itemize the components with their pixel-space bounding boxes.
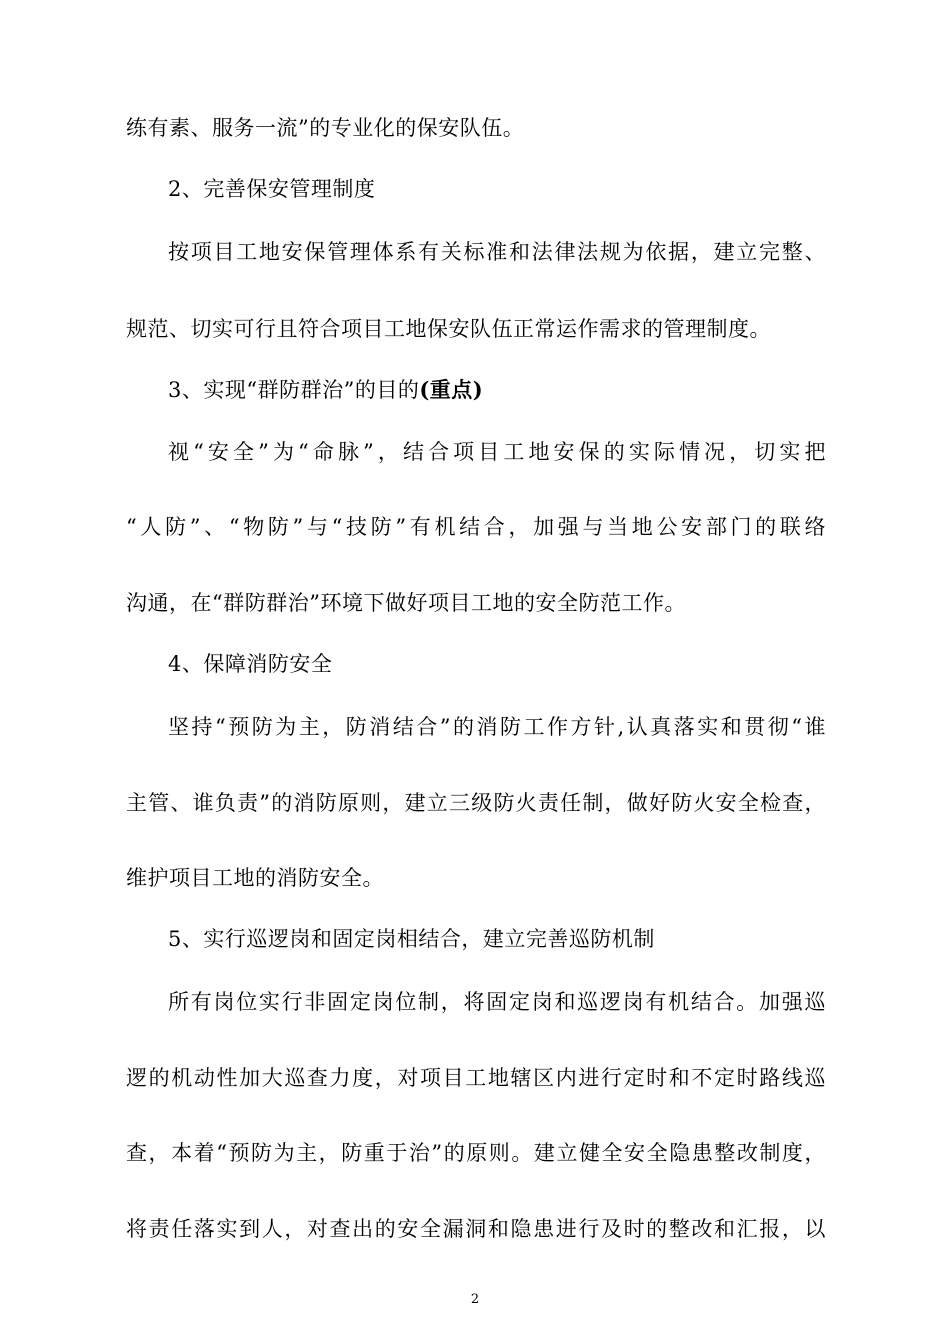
section-heading-5: 5、实行巡逻岗和固定岗相结合，建立完善巡防机制 xyxy=(168,927,655,951)
section-heading-3-text: 3、实现“群防群治”的目的 xyxy=(168,378,420,402)
section-heading-3 xyxy=(168,376,868,404)
section-heading-2: 2、完善保安管理制度 xyxy=(168,177,376,201)
emphasis-label: (重点) xyxy=(419,377,484,402)
paragraph-line: 练有素、服务一流”的专业化的保安队伍。 xyxy=(126,116,525,140)
paragraph-line: 视“安全”为“命脉”，结合项目工地安保的实际情况，切实把 xyxy=(168,440,826,464)
paragraph-line: 沟通，在“群防群治”环境下做好项目工地的安全防范工作。 xyxy=(126,591,686,615)
page-number: 2 xyxy=(470,1292,480,1307)
paragraph-line: 将责任落实到人，对查出的安全漏洞和隐患进行及时的整改和汇报，以 xyxy=(126,1217,826,1241)
paragraph-line: 坚持“预防为主，防消结合”的消防工作方针,认真落实和贯彻“谁 xyxy=(168,715,826,739)
paragraph-line: “人防”、“物防”与“技防”有机结合，加强与当地公安部门的联络 xyxy=(126,515,826,539)
paragraph-line: 查，本着“预防为主，防重于治”的原则。建立健全安全隐患整改制度， xyxy=(126,1141,826,1165)
section-heading-4: 4、保障消防安全 xyxy=(168,652,333,676)
paragraph-line: 维护项目工地的消防安全。 xyxy=(126,866,384,890)
paragraph-line: 按项目工地安保管理体系有关标准和法律法规为依据，建立完整、 xyxy=(168,240,826,264)
paragraph-line: 逻的机动性加大巡查力度，对项目工地辖区内进行定时和不定时路线巡 xyxy=(126,1066,826,1090)
paragraph-line: 规范、切实可行且符合项目工地保安队伍正常运作需求的管理制度。 xyxy=(126,317,771,341)
paragraph-line: 主管、谁负责”的消防原则，建立三级防火责任制，做好防火安全检查， xyxy=(126,791,826,815)
paragraph-line: 所有岗位实行非固定岗位制，将固定岗和巡逻岗有机结合。加强巡 xyxy=(168,990,826,1014)
